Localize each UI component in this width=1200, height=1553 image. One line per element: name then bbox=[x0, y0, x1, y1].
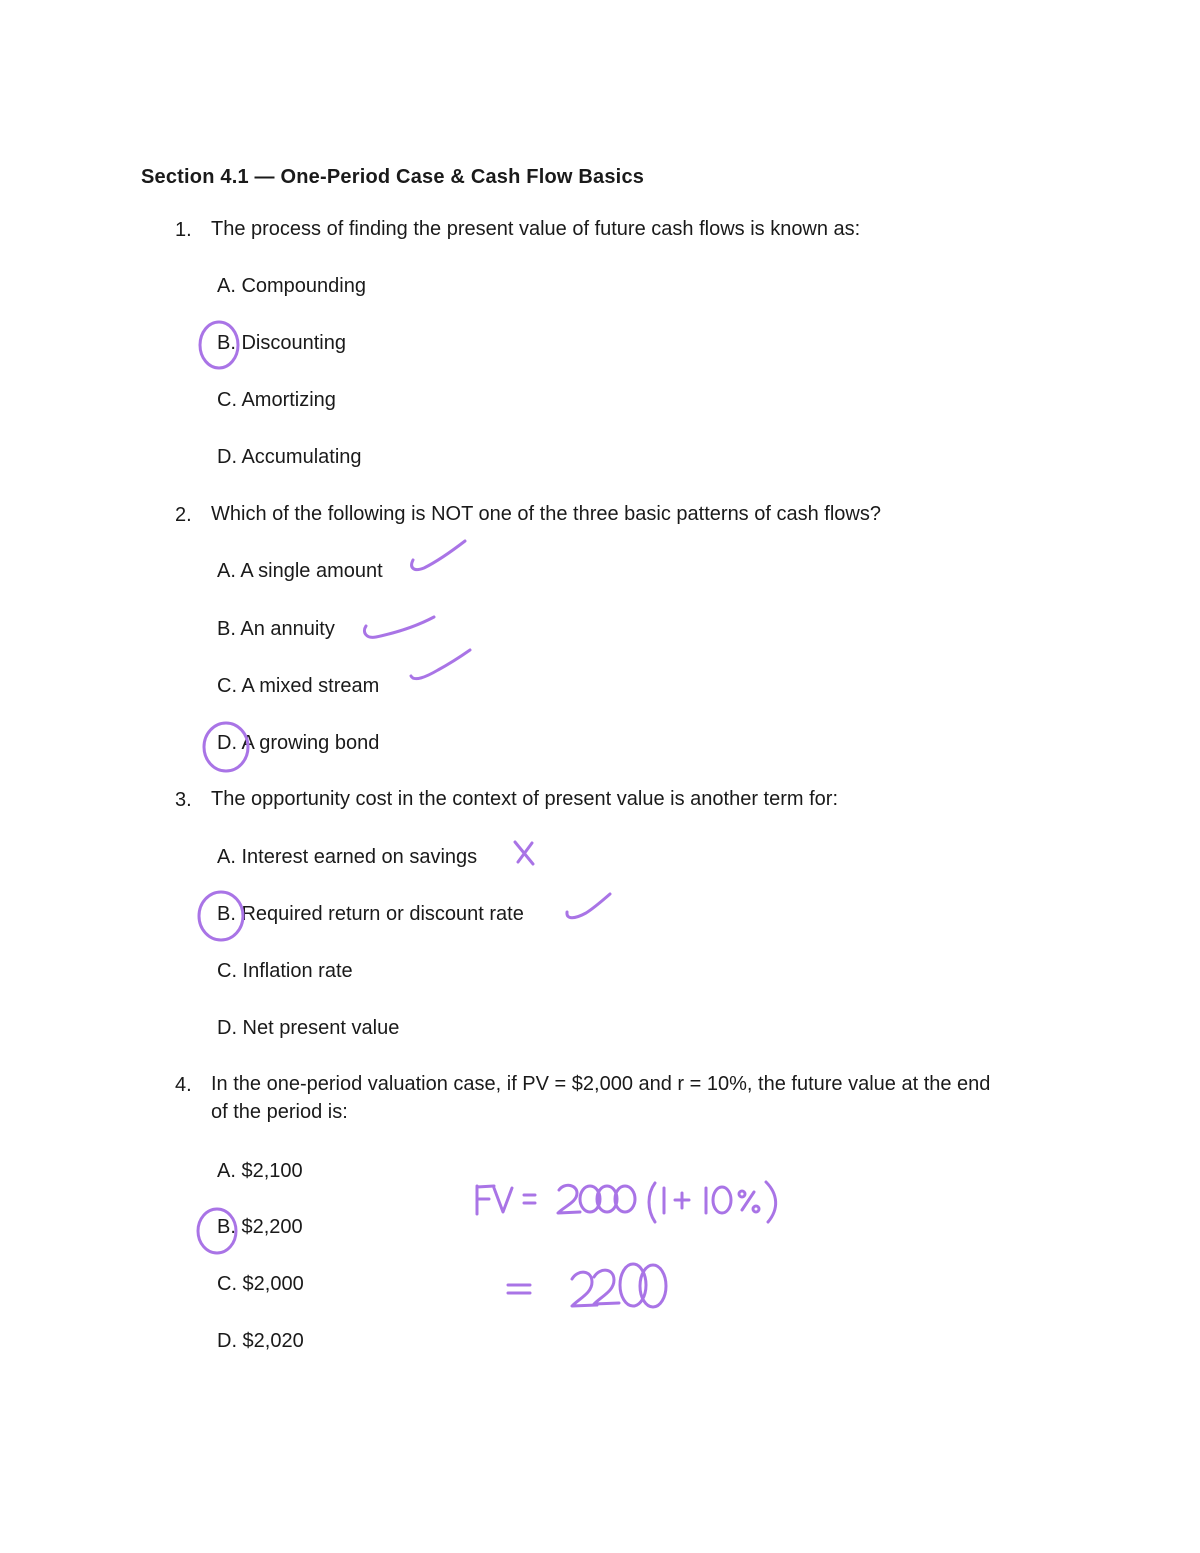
option-c: C. A mixed stream bbox=[217, 675, 380, 697]
x-mark-icon bbox=[515, 842, 533, 864]
option-c: C. $2,000 bbox=[217, 1273, 304, 1295]
option-a: A. A single amount bbox=[217, 560, 383, 582]
check-mark-icon bbox=[411, 650, 470, 679]
option-a: A. Compounding bbox=[217, 275, 366, 297]
option-c: C. Inflation rate bbox=[217, 960, 353, 982]
check-mark-icon bbox=[567, 894, 610, 918]
option-b: B. Discounting bbox=[217, 332, 346, 354]
question-text: The opportunity cost in the context of present value is another term for: bbox=[211, 788, 839, 810]
option-b: B. An annuity bbox=[217, 618, 335, 640]
question-number: 2. bbox=[175, 504, 192, 526]
option-b: B. Required return or discount rate bbox=[217, 903, 524, 925]
option-c: C. Amortizing bbox=[217, 389, 336, 411]
handwritten-calculation-line-1 bbox=[477, 1182, 776, 1222]
question-number: 4. bbox=[175, 1074, 192, 1096]
option-a: A. Interest earned on savings bbox=[217, 846, 478, 868]
option-d: D. Net present value bbox=[217, 1017, 400, 1039]
option-a: A. $2,100 bbox=[217, 1160, 303, 1182]
handwritten-calculation-line-2 bbox=[508, 1264, 666, 1307]
check-mark-icon bbox=[364, 617, 434, 637]
option-b: B. $2,200 bbox=[217, 1216, 303, 1238]
option-d: D. A growing bond bbox=[217, 732, 380, 754]
option-d: D. Accumulating bbox=[217, 446, 362, 468]
question-text-line-1: In the one-period valuation case, if PV = $2,000 and r = 10%, the future value at the end bbox=[211, 1073, 991, 1095]
option-d: D. $2,020 bbox=[217, 1330, 304, 1352]
question-number: 3. bbox=[175, 789, 192, 811]
section-title: Section 4.1 — One-Period Case & Cash Flow Basics bbox=[141, 166, 645, 188]
question-number: 1. bbox=[175, 219, 192, 241]
question-text: The process of finding the present value of future cash flows is known as: bbox=[211, 218, 861, 240]
question-text-line-2: of the period is: bbox=[211, 1101, 348, 1123]
check-mark-icon bbox=[412, 541, 465, 570]
question-text: Which of the following is NOT one of the three basic patterns of cash flows? bbox=[211, 503, 881, 525]
